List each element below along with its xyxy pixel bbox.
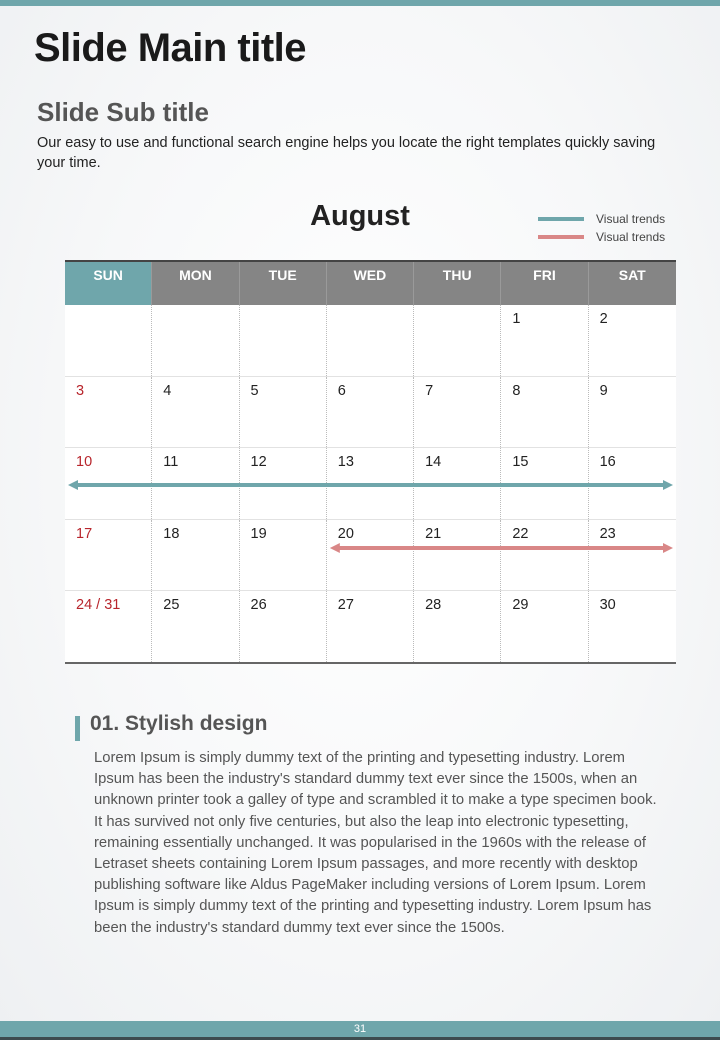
calendar-day: 20 <box>327 520 414 591</box>
calendar-day: 23 <box>599 525 616 542</box>
calendar-day: 17 <box>65 520 152 591</box>
calendar-day: 4 <box>152 377 239 448</box>
calendar-day <box>152 305 239 376</box>
page-number: 31 <box>353 1023 367 1035</box>
calendar-day <box>65 305 152 376</box>
calendar-day: 8 <box>501 377 588 448</box>
section-accent-bar <box>75 716 80 741</box>
calendar-header <box>65 260 676 305</box>
legend-swatch <box>538 235 584 239</box>
calendar-day: 10 <box>65 448 152 519</box>
calendar-day: 19 <box>240 520 327 591</box>
calendar-day: 18 <box>152 520 239 591</box>
calendar-week <box>65 377 676 449</box>
legend-item <box>538 228 665 246</box>
calendar-day: 2 <box>599 311 608 327</box>
calendar-day <box>414 305 501 376</box>
calendar-day: 6 <box>327 377 414 448</box>
legend-label: Visual trends <box>596 212 666 226</box>
legend-label: Visual trends <box>596 230 666 244</box>
calendar-day: 7 <box>414 377 501 448</box>
calendar-day: 1 <box>501 305 588 376</box>
pink-trend-arrowhead-right <box>663 543 673 553</box>
calendar-day: 12 <box>240 448 327 519</box>
calendar-day: 27 <box>327 591 414 662</box>
calendar-day: 28 <box>414 591 501 662</box>
calendar-day <box>327 305 414 376</box>
calendar-day: 16 <box>599 454 616 470</box>
calendar-day: 3 <box>65 377 152 448</box>
calendar-day: 26 <box>240 591 327 662</box>
teal-trend-arrowhead-right <box>663 480 673 490</box>
section-body: Lorem Ipsum is simply dummy text of the printing and typesetting industry. Lorem Ipsum has been the industry's standard dummy text ever since the 1500s, when an unknown printer took a galley of type and scrambled it to make a type specimen book. It has survived not only five centuries, but also the leap into electronic typesetting, remaining essentially unchanged. It was popularised in the 1960s with the release of Letraset sheets containing Lorem Ipsum passages, and more recently with desktop publishing software like Aldus PageMaker including versions of Lorem Ipsum. Lorem Ipsum is simply dummy text of the printing and typesetting industry. Lorem Ipsum has been the industry's standard dummy text ever since the 1500s. <box>94 750 657 936</box>
legend-swatch <box>538 217 584 221</box>
weekday-mon: MON <box>152 262 239 305</box>
calendar-day <box>240 305 327 376</box>
calendar-week <box>65 591 676 662</box>
calendar-day: 15 <box>501 448 588 519</box>
weekday-thu: THU <box>414 262 501 305</box>
weekday-tue: TUE <box>240 262 327 305</box>
pink-trend-arrowhead-left <box>330 543 340 553</box>
calendar-day: 29 <box>501 591 588 662</box>
weekday-fri: FRI <box>501 262 588 305</box>
teal-trend-arrowhead-left <box>68 480 78 490</box>
page-title: Slide Main title <box>34 26 307 70</box>
page-footer <box>0 1021 720 1037</box>
section-heading: 01. Stylish design <box>90 712 268 735</box>
calendar-day: 30 <box>599 597 616 613</box>
calendar-week <box>65 305 676 377</box>
calendar-day: 24 / 31 <box>65 591 152 662</box>
calendar-day: 21 <box>414 520 501 591</box>
trend-arrows <box>65 462 676 562</box>
calendar-day: 25 <box>152 591 239 662</box>
calendar-day: 11 <box>152 448 239 519</box>
calendar-month: August <box>310 200 410 232</box>
calendar-day: 22 <box>501 520 588 591</box>
weekday-wed: WED <box>327 262 414 305</box>
calendar-day: 9 <box>599 382 608 399</box>
calendar-day: 13 <box>327 448 414 519</box>
pink-trend-arrow <box>330 543 673 553</box>
subtitle-description: Our easy to use and functional search engine helps you locate the right templates quickly saving your time. <box>37 135 656 171</box>
teal-trend-arrow <box>68 480 673 490</box>
top-accent-bar <box>0 0 720 6</box>
legend <box>538 210 665 246</box>
weekday-sun: SUN <box>65 262 152 305</box>
page-subtitle: Slide Sub title <box>37 97 209 127</box>
calendar-day: 14 <box>414 448 501 519</box>
legend-item <box>538 210 665 228</box>
calendar-day: 5 <box>240 377 327 448</box>
weekday-sat: SAT <box>589 262 676 305</box>
